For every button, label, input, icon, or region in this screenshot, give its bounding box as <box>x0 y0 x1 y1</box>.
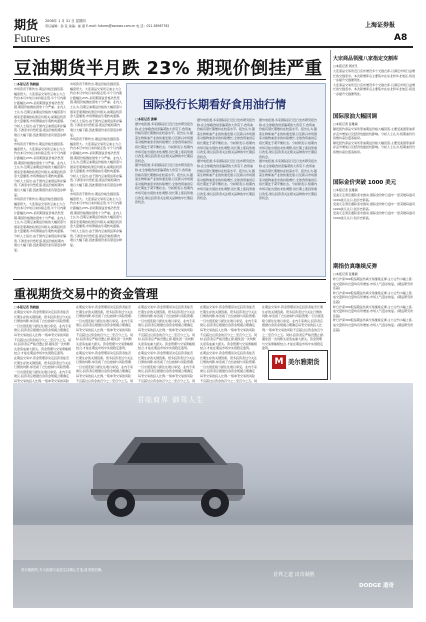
box-body-col1: 据外电报道,多家国际投行近日发布研究报告称,在全球粮食供需偏紧的大背景下,食用油价格有望长期维持在较高水平。报告认为,随着生物柴油产业的快速发展,以及新兴市场国家对植物油需求的持续增长,全球食用油供应将长期处于紧平衡状态。分析师表示,短期内市场可能出现技术性调整,但长期上涨趋势难以改变,建议投资者关注相关品种的中长期投资机会。 据外电报道,多家国际投行近日发布研究报告称,在全球粮食供需偏紧的大背景下,食用油价格有望长期维持在较高水平。报告认为,随着生物柴油产业的快速发展,以及新兴市场国家对植物油需求的持续增长,全球食用油供应将长期处于紧平衡状态。分析师表示,短期内市场可能出现技术性调整,但长期上涨趋势难以改变,建议投资者关注相关品种的中长期投资机会。 <box>135 122 193 205</box>
sidebar-item-body: 隔夜纽约商品交易所原油期货价格大幅回落,主要受美国原油库存意外增加以及经济放缓担忧影响。分析人士认为,短期油价仍将维持高位震荡格局。 隔夜纽约商品交易所原油期货价格大幅回落,主要受美国原油库存意外增加以及经济放缓担忧影响。分析人士认为,短期油价仍将维持高位震荡格局。 <box>333 127 415 154</box>
feature-rule <box>13 302 326 303</box>
box-title: 国际投行长期看好食用油行情 <box>143 98 286 111</box>
logo-ad <box>268 350 328 380</box>
sidebar-item-body: 大连商品交易所近日宣布增设多个交割仓库,以满足市场日益增长的交割需求。本次新增库点主要集中在东北和华北地区,将进一步提升交割便利性。 大连商品交易所近日宣布增设多个交割仓库,以满足市场日益增长的交割需求。本次新增库点主要集中在东北和华北地区,将进一步提升交割便利性。 <box>333 69 415 96</box>
feature-col2: 在期货交易中,资金管理是决定投资者能否长期生存的关键因素。很多投资者过分关注行情的判断,却忽视了仓位控制与风险管理,一旦出现连续亏损往往难以承受。业内专家建议,投资者应根据自身资金规模合理确定每笔交易的投入比例,一般单笔交易的风险不宜超过总资金的百分之二至百分之五。同时,投资者应严格设置止损,避免因一次判断失误造成重大损失。资金管理与交易策略相结合,才能在期货市场中实现稳定盈利。 在期货交易中,资金管理是决定投资者能否长期生存的关键因素。很多投资者过分关注行情的判断,却忽视了仓位控制与风险管理,一旦出现连续亏损往往难以承受。业内专家建议,投资者应根据自身资金规模合理确定每笔交易的投入比例,一般单笔交易的风险不宜超过总资金的百分之二至百分之五。同 <box>76 305 134 383</box>
sidebar-item-title: 国际原油大幅回调 <box>333 114 378 120</box>
section-title: 期货 <box>14 18 39 32</box>
lead-headline: 豆油期货半月跌 23% 期现价倒挂严重 <box>14 59 323 79</box>
feature-headline: 重视期货交易中的资金管理 <box>14 287 159 301</box>
logo-mark: M <box>272 355 286 369</box>
feature-col4: 在期货交易中,资金管理是决定投资者能否长期生存的关键因素。很多投资者过分关注行情的判断,却忽视了仓位控制与风险管理,一旦出现连续亏损往往难以承受。业内专家建议,投资者应根据自身资金规模合理确定每笔交易的投入比例,一般单笔交易的风险不宜超过总资金的百分之二至百分之五。同时,投资者应严格设置止损,避免因一次判断失误造成重大损失。资金管理与交易策略相结合,才能在期货市场中实现稳定盈利。 在期货交易中,资金管理是决定投资者能否长期生存的关键因素。很多投资者过分关注行情的判断,却忽视了仓位控制与风险管理,一旦出现连续亏损往往难以承受。业内专家建议,投资者应根据自身资金规模合理确定每笔交易的投入比例,一般单笔交易的风险不宜超过总资金的百分之二至百分之五。同 <box>200 305 258 383</box>
feature-top-rule <box>13 279 326 280</box>
masthead-rule <box>13 46 413 48</box>
sidebar-item-body: 受美元走弱及避险需求推动,国际金价昨日盘中一度突破每盎司1000美元关口,创历史新高。 受美元走弱及避险需求推动,国际金价昨日盘中一度突破每盎司1000美元关口,创历史新高。 受美元走弱及避险需求推动,国际金价昨日盘中一度突破每盎司1000美元关口,创历史新高。 <box>333 193 415 220</box>
ad-brand: DODGE 道奇 <box>359 583 394 589</box>
ad-subline: 竞界之道 出奇制胜 <box>273 572 315 578</box>
editor-line: 责任编辑：孙 莹 美编：崔 嘉 E-mail: futures@ssnews.com.cn 电 话：021-38967762 <box>45 24 170 28</box>
sidebar-item-byline: □本报记者 张稚颖 <box>333 122 358 126</box>
feature-col1: 在期货交易中,资金管理是决定投资者能否长期生存的关键因素。很多投资者过分关注行情的判断,却忽视了仓位控制与风险管理,一旦出现连续亏损往往难以承受。业内专家建议,投资者应根据自身资金规模合理确定每笔交易的投入比例,一般单笔交易的风险不宜超过总资金的百分之二至百分之五。同时,投资者应严格设置止损,避免因一次判断失误造成重大损失。资金管理与交易策略相结合,才能在期货市场中实现稳定盈利。 在期货交易中,资金管理是决定投资者能否长期生存的关键因素。很多投资者过分关注行情的判断,却忽视了仓位控制与风险管理,一旦出现连续亏损往往难以承受。业内专家建议,投资者应根据自身资金规模合理确定每笔交易的投入比例,一般单笔交易的风险 <box>14 310 72 383</box>
sidebar-item-title: 大宗商品领涨八家指定交割库 <box>333 56 399 62</box>
lead-byline: □本报记者 钱晓涵 <box>14 82 39 86</box>
box-story <box>126 83 326 277</box>
sidebar-item-title: 期指仿真继续反弹 <box>333 264 378 270</box>
sidebar-item-2 <box>333 112 415 179</box>
dateline: 2008年 1 月 31 日 星期四 <box>45 19 86 23</box>
feature-byline: □本报记者 钱晓涵 <box>14 305 39 309</box>
sidebar-item-3 <box>333 178 415 255</box>
lead-body-col2: 市场资讯不断传出,期货价格急剧回落,幅度很大。大连商品交易所豆油主力合约自本月中旬以来持续走低,半个月内累计跌幅达23%,而同期现货价格仍然坚挺,期现价格倒挂现象十分严重。业内人士认为,近期豆油期货价格的大幅回落与国家宏观调控政策密切相关,前期投机资金大量撤离,市场情绪由乐观转向谨慎。分析人士指出,由于国内豆油现货库存偏低,下游需求仍然旺盛,现货价格短期内难以大幅下跌,因此期现价差有望逐步修复。 市场资讯不断传出,期货价格急剧回落,幅度很大。大连商品交易所豆油主力合约自本月中旬以来持续走低,半个月内累计跌幅达23%,而同期现货价格仍然坚挺,期现价格倒挂现象十分严重。业内人士认为,近期豆油期货价格的大幅回落与国家宏观调控政策密切相关,前期投机资金大量撤离,市场情绪由乐观转向谨慎。分析人士指出,由于国内豆油现货库存偏低,下游需求仍然旺盛,现货价格短期内难以大幅下跌,因此期现价差有望逐步修复。 市场资讯不断传出,期货价格急剧回落,幅度很大。大连商品交易所豆油主力合约自本月中旬以来持续走低,半个月内累计跌幅达23%,而同期现货价格仍然坚挺,期现价格倒挂现象十分严重。业内人士认为,近期豆油期货价格的大幅回落与国家宏观调控政策密切相关,前期投机资金大量撤离,市场情绪由乐观转向谨慎。分析人士指出,由于国内豆油现货库存偏低,下游需求仍然旺盛,现货价格短期内难以大幅下跌,因此期现价差有望逐步修复。 <box>70 82 122 247</box>
sidebar-item-4 <box>333 262 415 372</box>
headline-rule <box>13 79 326 80</box>
ad-footer-note: 美尔雅期货,专为高端与品质生活精心打造,值得您信赖。 <box>21 568 105 572</box>
sidebar-divider <box>330 50 331 380</box>
feature-col5: 在期货交易中,资金管理是决定投资者能否长期生存的关键因素。很多投资者过分关注行情的判断,却忽视了仓位控制与风险管理,一旦出现连续亏损往往难以承受。业内专家建议,投资者应根据自身资金规模合理确定每笔交易的投入比例,一般单笔交易的风险不宜超过总资金的百分之二至百分之五。同时,投资者应严格设置止损,避免因一次判断失误造成重大损失。资金管理与交易策略相结合,才能在期货市场中实现稳定盈利。 <box>262 305 324 351</box>
car-advertisement <box>13 383 413 608</box>
ad-ground <box>13 525 413 560</box>
logo-text: 美尔雅期货 <box>288 359 320 366</box>
paper-name: 上海证券报 <box>365 22 396 29</box>
box-body-col2: 据外电报道,多家国际投行近日发布研究报告称,在全球粮食供需偏紧的大背景下,食用油价格有望长期维持在较高水平。报告认为,随着生物柴油产业的快速发展,以及新兴市场国家对植物油需求的持续增长,全球食用油供应将长期处于紧平衡状态。分析师表示,短期内市场可能出现技术性调整,但长期上涨趋势难以改变,建议投资者关注相关品种的中长期投资机会。 据外电报道,多家国际投行近日发布研究报告称,在全球粮食供需偏紧的大背景下,食用油价格有望长期维持在较高水平。报告认为,随着生物柴油产业的快速发展,以及新兴市场国家对植物油需求的持续增长,全球食用油供应将长期处于紧平衡状态。分析师表示,短期内市场可能出现技术性调整,但长期上涨趋势难以改变,建议投资者关注相关品种的中长期投资机会。 <box>197 118 255 201</box>
sidebar-item-byline: □本报记者 周光凡 <box>333 64 358 68</box>
sidebar-item-1 <box>333 55 415 111</box>
page-number: A8 <box>394 33 408 43</box>
sidebar-item-title: 国际金价突破 1000 美元 <box>333 180 397 186</box>
ad-tagline: 君临商界 御驾人生 <box>137 396 205 404</box>
sidebar-item-body: 昨日沪深300股指期货仿真交易继续反弹,主力合约小幅上涨,成交量和持仓量均有所增加,市场人气逐步恢复。(期货研究所 张超) 昨日沪深300股指期货仿真交易继续反弹,主力合约小幅上涨,成交量和持仓量均有所增加,市场人气逐步恢复。(期货研究所 张超) 昨日沪深300股指期货仿真交易继续反弹,主力合约小幅上涨,成交量和持仓量均有所增加,市场人气逐步恢复。(期货研究所 张超) 昨日沪深300股指期货仿真交易继续反弹,主力合约小幅上涨,成交量和持仓量均有所增加,市场人气逐步恢复。(期货研究所 张超) <box>333 277 414 332</box>
feature-col3: 在期货交易中,资金管理是决定投资者能否长期生存的关键因素。很多投资者过分关注行情的判断,却忽视了仓位控制与风险管理,一旦出现连续亏损往往难以承受。业内专家建议,投资者应根据自身资金规模合理确定每笔交易的投入比例,一般单笔交易的风险不宜超过总资金的百分之二至百分之五。同时,投资者应严格设置止损,避免因一次判断失误造成重大损失。资金管理与交易策略相结合,才能在期货市场中实现稳定盈利。 在期货交易中,资金管理是决定投资者能否长期生存的关键因素。很多投资者过分关注行情的判断,却忽视了仓位控制与风险管理,一旦出现连续亏损往往难以承受。业内专家建议,投资者应根据自身资金规模合理确定每笔交易的投入比例,一般单笔交易的风险不宜超过总资金的百分之二至百分之五。同 <box>138 305 196 383</box>
car-illustration <box>83 423 253 523</box>
section-title-en: Futures <box>14 31 50 45</box>
sidebar-item-byline: □本报记者 张稚颖 <box>333 272 358 276</box>
box-byline: □本报记者 黄墀 <box>135 117 157 121</box>
lead-body-col1: 市场资讯不断传出,期货价格急剧回落,幅度很大。大连商品交易所豆油主力合约自本月中旬以来持续走低,半个月内累计跌幅达23%,而同期现货价格仍然坚挺,期现价格倒挂现象十分严重。业内人士认为,近期豆油期货价格的大幅回落与国家宏观调控政策密切相关,前期投机资金大量撤离,市场情绪由乐观转向谨慎。分析人士指出,由于国内豆油现货库存偏低,下游需求仍然旺盛,现货价格短期内难以大幅下跌,因此期现价差有望逐步修复。 市场资讯不断传出,期货价格急剧回落,幅度很大。大连商品交易所豆油主力合约自本月中旬以来持续走低,半个月内累计跌幅达23%,而同期现货价格仍然坚挺,期现价格倒挂现象十分严重。业内人士认为,近期豆油期货价格的大幅回落与国家宏观调控政策密切相关,前期投机资金大量撤离,市场情绪由乐观转向谨慎。分析人士指出,由于国内豆油现货库存偏低,下游需求仍然旺盛,现货价格短期内难以大幅下跌,因此期现价差有望逐步修复。 市场资讯不断传出,期货价格急剧回落,幅度很大。大连商品交易所豆油主力合约自本月中旬以来持续走低,半个月内累计跌幅达23%,而同期现货价格仍然坚挺,期现价格倒挂现象十分严重。业内人士认为,近期豆油期货价格的大幅回落与国家宏观调控政策密切相关,前期投机资金大量撤离,市场情绪由乐观转向谨慎。分析人士指出,由于国内豆油现货库存偏低,下游需求仍然旺盛,现货价格短期内难以大幅下跌,因此期现价差有望逐步修复。 <box>14 87 66 252</box>
sidebar-item-byline: □本报记者 张稚颖 <box>333 188 358 192</box>
box-body-col3: 据外电报道,多家国际投行近日发布研究报告称,在全球粮食供需偏紧的大背景下,食用油价格有望长期维持在较高水平。报告认为,随着生物柴油产业的快速发展,以及新兴市场国家对植物油需求的持续增长,全球食用油供应将长期处于紧平衡状态。分析师表示,短期内市场可能出现技术性调整,但长期上涨趋势难以改变,建议投资者关注相关品种的中长期投资机会。 据外电报道,多家国际投行近日发布研究报告称,在全球粮食供需偏紧的大背景下,食用油价格有望长期维持在较高水平。报告认为,随着生物柴油产业的快速发展,以及新兴市场国家对植物油需求的持续增长,全球食用油供应将长期处于紧平衡状态。分析师表示,短期内市场可能出现技术性调整,但长期上涨趋势难以改变,建议投资者关注相关品种的中长期投资机会。 <box>259 118 317 201</box>
